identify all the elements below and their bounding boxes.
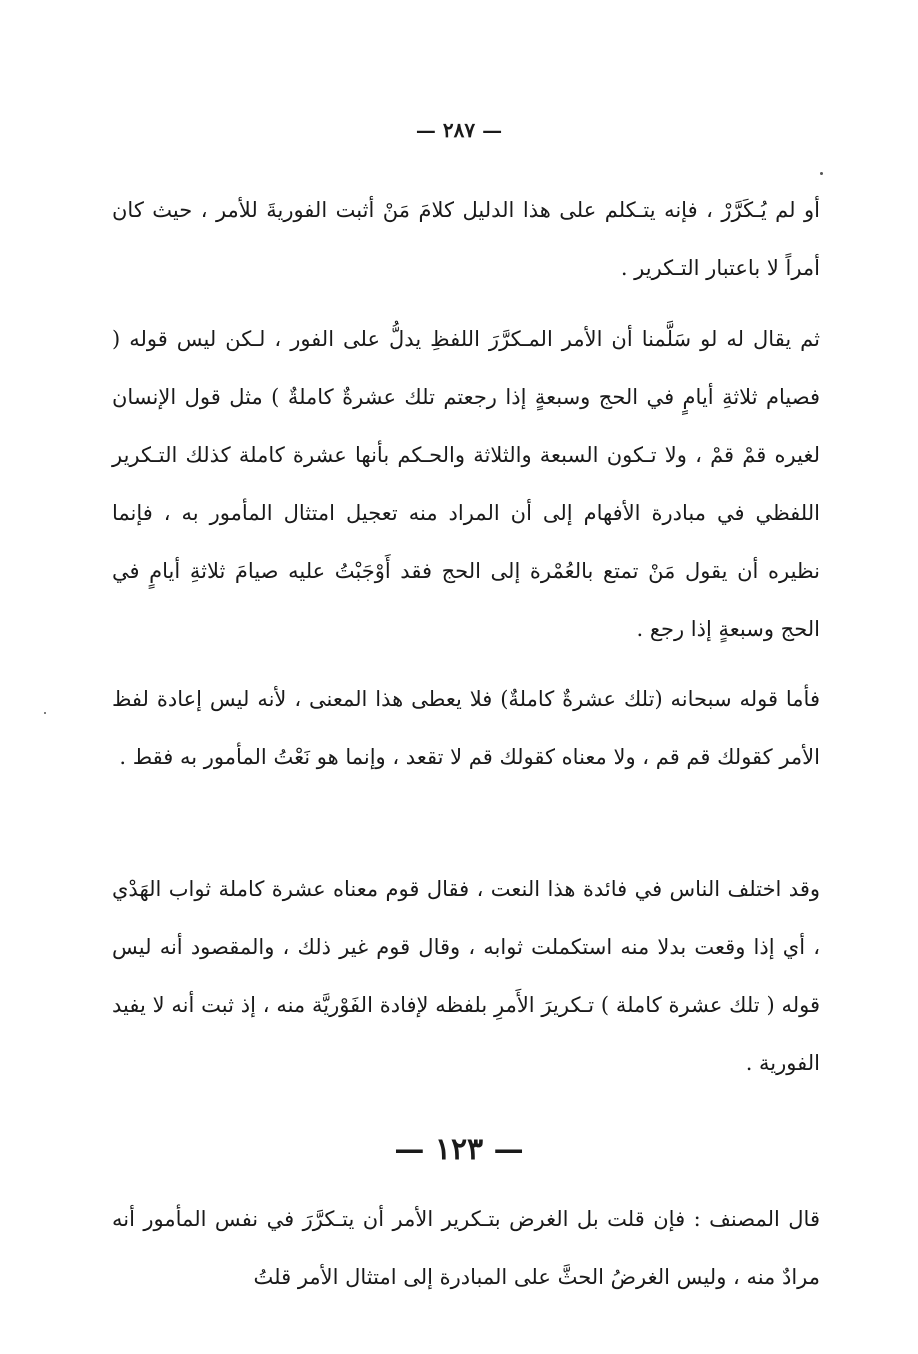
paragraph: ثم يقال له لو سَلَّمنا أن الأمر المـكرَّرَ اللفظِ يدلُّ على الفور ، لـكن ليس قوله ( فصيام ثلاثةِ أيامٍ في الحج وسبعةٍ إذا رجعتم تلك عشرةٌ كاملةٌ ) مثل قول الإنسان لغيره قمْ قمْ ، ولا تـكون السبعة والثلاثة والحـكم بأنها عشرة كاملة كذلك التـكرير اللفظي في مبادرة الأفهام إلى أن المراد منه تعجيل امتثال المأمور به ، فإنما نظيره أن يقول مَنْ تمتع بالعُمْرة إلى الحج فقد أَوْجَبْتُ عليه صيامَ ثلاثةِ أيامٍ في الحج وسبعةٍ إذا رجع .: [112, 327, 820, 641]
page-number: — ٢٨٧ —: [415, 118, 503, 142]
paragraph-2-block: [112, 310, 820, 658]
paragraph-3-block: [112, 670, 820, 786]
paragraph-1-block: [112, 181, 820, 297]
paragraph: فأما قوله سبحانه (تلك عشرةٌ كاملةٌ) فلا يعطى هذا المعنى ، لأنه ليس إعادة لفظ الأمر كقولك قم قم ، ولا معناه كقولك قم لا تقعد ، وإنما هو نَعْتُ المأمور به فقط .: [112, 687, 820, 769]
section-paragraph-block: [112, 1190, 820, 1306]
paragraph: وقد اختلف الناس في فائدة هذا النعت ، فقال قوم معناه عشرة كاملة ثواب الهَدْي ، أي إذا وقعت بدلا منه استكملت ثوابه ، وقال قوم غير ذلك ، والمقصود أنه ليس قوله ( تلك عشرة كاملة ) تـكريرَ الأَمرِ بلفظه لإفادة الفَوْريَّة منه ، إذ ثبت أنه لا يفيد الفورية .: [112, 877, 820, 1075]
paragraph-4-block: [112, 860, 820, 1092]
scan-speck: [44, 712, 46, 714]
scan-speck: [820, 172, 823, 175]
paragraph: أو لم يُـكَرَّرْ ، فإنه يتـكلم على هذا الدليل كلامَ مَنْ أثبت الفوريةَ للأمر ، حيث كان أمراً لا باعتبار التـكرير .: [112, 198, 820, 280]
paragraph: قال المصنف : فإن قلت بل الغرض بتـكرير الأمر أن يتـكرَّرَ في نفس المأمور أنه مرادٌ منه ، وليس الغرضُ الحثَّ على المبادرة إلى امتثال الأمر قلتُ: [112, 1207, 820, 1289]
section-number: — ١٢٣ —: [394, 1132, 524, 1167]
